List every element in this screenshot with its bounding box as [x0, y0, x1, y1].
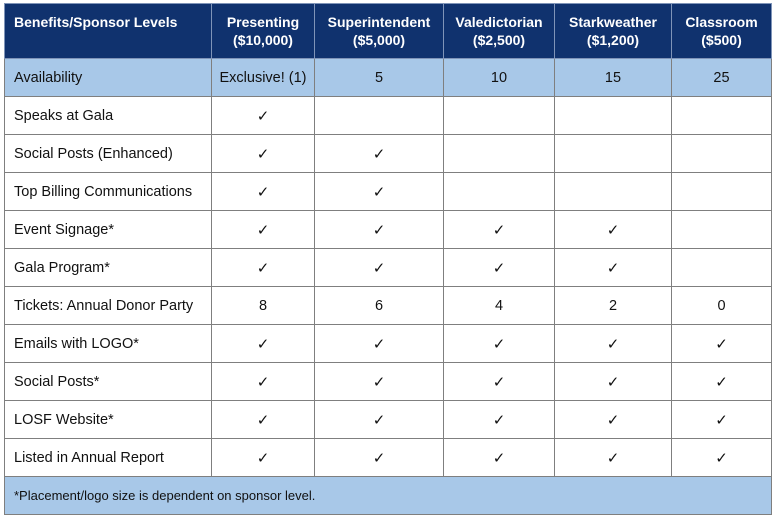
checkmark-icon: ✓	[256, 334, 270, 353]
table-cell: Exclusive! (1)	[212, 59, 315, 97]
table-cell	[212, 363, 315, 401]
row-label: Speaks at Gala	[5, 97, 212, 135]
table-cell	[555, 363, 672, 401]
footnote: *Placement/logo size is dependent on sponsor level.	[5, 477, 772, 515]
level-name: Presenting	[226, 14, 300, 30]
table-row	[5, 363, 772, 401]
level-price: ($10,000)	[233, 32, 293, 48]
table-cell	[672, 211, 772, 249]
checkmark-icon: ✓	[715, 372, 728, 391]
checkmark-icon: ✓	[606, 258, 620, 277]
table-row	[5, 135, 772, 173]
table-cell	[555, 211, 672, 249]
table-cell	[672, 439, 772, 477]
checkmark-icon: ✓	[372, 258, 386, 277]
checkmark-icon: ✓	[372, 220, 386, 239]
table-cell	[315, 401, 444, 439]
row-label: Tickets: Annual Donor Party	[5, 287, 212, 325]
header-level-superintendent	[315, 4, 444, 59]
table-cell: 0	[672, 287, 772, 325]
row-label: Social Posts*	[5, 363, 212, 401]
level-name: Superintendent	[327, 14, 431, 30]
checkmark-icon: ✓	[492, 258, 506, 277]
row-label: Social Posts (Enhanced)	[5, 135, 212, 173]
header-level-presenting	[212, 4, 315, 59]
checkmark-icon: ✓	[715, 334, 728, 353]
table-cell	[212, 249, 315, 287]
row-label: Emails with LOGO*	[5, 325, 212, 363]
level-name: Starkweather	[569, 14, 657, 30]
table-cell	[315, 211, 444, 249]
table-cell	[315, 173, 444, 211]
checkmark-icon: ✓	[372, 334, 386, 353]
table-cell: 10	[444, 59, 555, 97]
checkmark-icon: ✓	[372, 372, 386, 391]
level-price: ($500)	[701, 32, 742, 48]
checkmark-icon: ✓	[256, 410, 270, 429]
checkmark-icon: ✓	[492, 410, 506, 429]
table-cell	[444, 173, 555, 211]
table-cell	[315, 325, 444, 363]
checkmark-icon: ✓	[492, 220, 506, 239]
table-cell	[555, 439, 672, 477]
table-cell: 15	[555, 59, 672, 97]
header-level-classroom	[672, 4, 772, 59]
table-row	[5, 325, 772, 363]
table-cell: 6	[315, 287, 444, 325]
level-name: Valedictorian	[455, 14, 543, 30]
checkmark-icon: ✓	[606, 410, 620, 429]
level-price: ($1,200)	[586, 32, 640, 48]
table-cell	[444, 249, 555, 287]
table-cell	[212, 325, 315, 363]
checkmark-icon: ✓	[606, 372, 620, 391]
checkmark-icon: ✓	[256, 372, 270, 391]
checkmark-icon: ✓	[492, 448, 506, 467]
table-cell	[444, 439, 555, 477]
checkmark-icon: ✓	[256, 220, 270, 239]
row-label: Top Billing Communications	[5, 173, 212, 211]
level-price: ($2,500)	[472, 32, 526, 48]
table-cell	[444, 401, 555, 439]
table-cell	[444, 363, 555, 401]
table-cell	[555, 325, 672, 363]
table-cell	[672, 173, 772, 211]
table-row	[5, 173, 772, 211]
table-cell	[444, 97, 555, 135]
table-cell	[555, 97, 672, 135]
table-cell: 2	[555, 287, 672, 325]
table-cell: 4	[444, 287, 555, 325]
row-label: Listed in Annual Report	[5, 439, 212, 477]
checkmark-icon: ✓	[256, 258, 270, 277]
table-cell	[555, 249, 672, 287]
table-cell	[212, 135, 315, 173]
header-row	[5, 4, 772, 59]
header-benefits-sponsor-levels: Benefits/Sponsor Levels	[5, 4, 212, 59]
table-row	[5, 97, 772, 135]
table-row	[5, 211, 772, 249]
table-cell	[212, 173, 315, 211]
footnote-row	[5, 477, 772, 515]
checkmark-icon: ✓	[256, 182, 270, 201]
table-cell	[444, 211, 555, 249]
checkmark-icon: ✓	[372, 448, 386, 467]
checkmark-icon: ✓	[372, 410, 386, 429]
sponsor-levels-table	[4, 3, 772, 515]
table-cell	[672, 363, 772, 401]
table-cell	[212, 439, 315, 477]
table-cell	[212, 97, 315, 135]
checkmark-icon: ✓	[372, 182, 386, 201]
row-label: Availability	[5, 59, 212, 97]
table-cell	[315, 363, 444, 401]
availability-row	[5, 59, 772, 97]
header-level-starkweather	[555, 4, 672, 59]
table-cell: 8	[212, 287, 315, 325]
checkmark-icon: ✓	[492, 334, 506, 353]
row-label: Event Signage*	[5, 211, 212, 249]
checkmark-icon: ✓	[256, 448, 270, 467]
header-level-valedictorian	[444, 4, 555, 59]
table-cell	[315, 135, 444, 173]
table-cell: 25	[672, 59, 772, 97]
checkmark-icon: ✓	[492, 372, 506, 391]
table-cell	[315, 249, 444, 287]
table-cell	[555, 401, 672, 439]
table-cell	[444, 135, 555, 173]
table-cell	[444, 325, 555, 363]
table-cell	[672, 249, 772, 287]
level-price: ($5,000)	[352, 32, 406, 48]
table-cell	[672, 401, 772, 439]
table-cell	[555, 135, 672, 173]
checkmark-icon: ✓	[606, 220, 620, 239]
checkmark-icon: ✓	[606, 334, 620, 353]
checkmark-icon: ✓	[606, 448, 620, 467]
checkmark-icon: ✓	[256, 106, 270, 125]
table-cell	[672, 135, 772, 173]
table-cell	[672, 97, 772, 135]
checkmark-icon: ✓	[372, 144, 386, 163]
table-cell	[315, 97, 444, 135]
table-cell	[555, 173, 672, 211]
table-row	[5, 401, 772, 439]
checkmark-icon: ✓	[256, 144, 270, 163]
table-body	[5, 59, 772, 477]
table-row	[5, 439, 772, 477]
table-cell	[315, 439, 444, 477]
level-name: Classroom	[685, 14, 758, 30]
checkmark-icon: ✓	[715, 410, 728, 429]
table-cell	[212, 401, 315, 439]
table-cell	[672, 325, 772, 363]
checkmark-icon: ✓	[715, 448, 728, 467]
row-label: LOSF Website*	[5, 401, 212, 439]
table-cell: 5	[315, 59, 444, 97]
table-row	[5, 249, 772, 287]
table-cell	[212, 211, 315, 249]
table-row	[5, 287, 772, 325]
row-label: Gala Program*	[5, 249, 212, 287]
